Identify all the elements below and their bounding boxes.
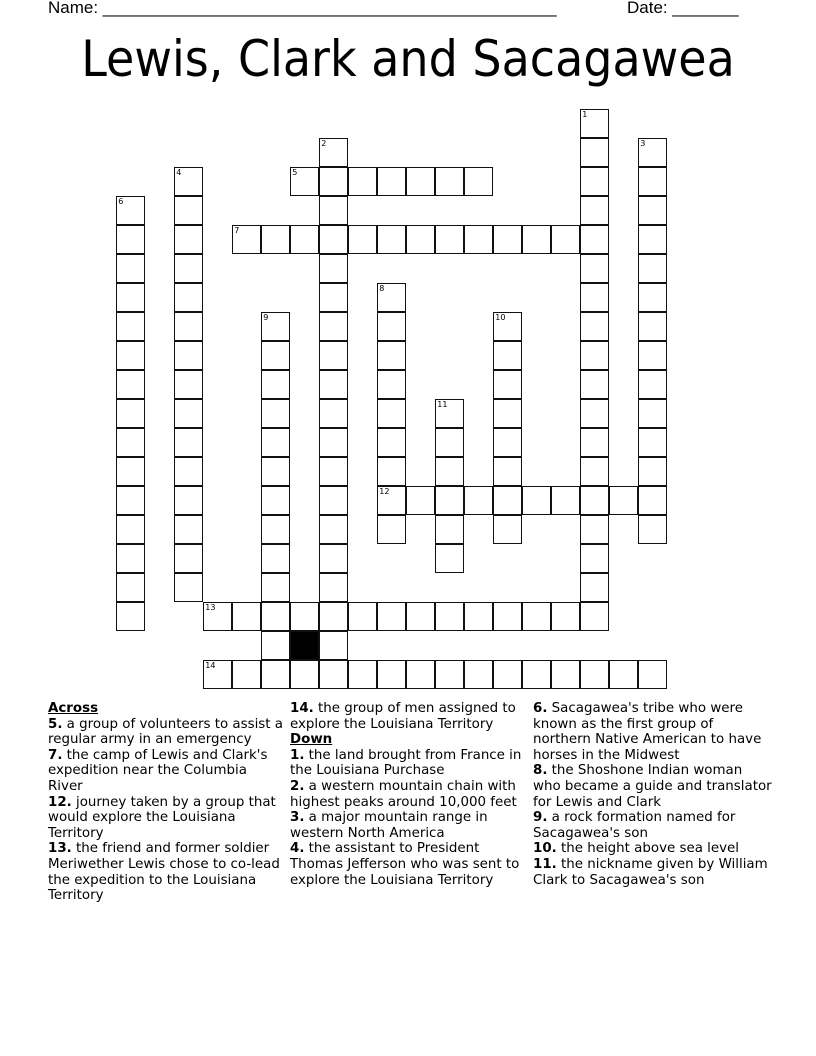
grid-cell[interactable] <box>638 312 667 341</box>
grid-cell[interactable] <box>377 283 406 312</box>
grid-cell[interactable] <box>319 312 348 341</box>
grid-cell[interactable] <box>261 457 290 486</box>
grid-cell[interactable] <box>377 457 406 486</box>
grid-cell[interactable] <box>580 602 609 631</box>
grid-cell[interactable] <box>377 660 406 689</box>
grid-cell[interactable] <box>348 225 377 254</box>
grid-cell[interactable] <box>551 660 580 689</box>
clue-down-9: 9. a rock formation named for Sacagawea's son <box>533 810 736 841</box>
grid-cell[interactable] <box>406 486 435 515</box>
grid-cell[interactable] <box>580 399 609 428</box>
clue-number: 13 <box>205 603 216 613</box>
grid-cell[interactable] <box>580 167 609 196</box>
grid-cell[interactable] <box>406 602 435 631</box>
grid-cell[interactable] <box>580 486 609 515</box>
grid-cell[interactable] <box>319 573 348 602</box>
grid-cell[interactable] <box>638 428 667 457</box>
clue-across-7: 7. the camp of Lewis and Clark's expedition near the Columbia River <box>48 747 268 794</box>
grid-cell[interactable] <box>116 428 145 457</box>
grid-cell[interactable] <box>348 602 377 631</box>
grid-cell[interactable] <box>174 225 203 254</box>
grid-cell[interactable] <box>377 225 406 254</box>
grid-cell[interactable] <box>261 312 290 341</box>
grid-cell[interactable] <box>174 544 203 573</box>
grid-cell[interactable] <box>435 486 464 515</box>
grid-cell[interactable] <box>319 341 348 370</box>
grid-cell[interactable] <box>116 515 145 544</box>
clue-number: 14 <box>205 661 216 671</box>
clues-column-1 <box>48 701 283 904</box>
grid-cell[interactable] <box>580 370 609 399</box>
clue-across-5: 5. a group of volunteers to assist a regular army in an emergency <box>48 716 283 748</box>
grid-cell[interactable] <box>319 457 348 486</box>
grid-cell[interactable] <box>435 225 464 254</box>
grid-cell[interactable] <box>290 225 319 254</box>
grid-cell[interactable] <box>493 312 522 341</box>
grid-cell[interactable] <box>348 167 377 196</box>
grid-cell[interactable] <box>493 486 522 515</box>
grid-cell[interactable] <box>580 138 609 167</box>
grid-cell[interactable] <box>522 486 551 515</box>
grid-cell[interactable] <box>261 602 290 631</box>
grid-cell[interactable] <box>319 254 348 283</box>
grid-cell[interactable] <box>580 457 609 486</box>
grid-cell[interactable] <box>174 283 203 312</box>
grid-cell[interactable] <box>261 399 290 428</box>
grid-cell[interactable] <box>174 312 203 341</box>
grid-cell[interactable] <box>580 515 609 544</box>
clue-across-13: 13. the friend and former soldier Meriwether Lewis chose to co-lead the expedition to the Louisiana Territory <box>48 841 280 904</box>
grid-cell[interactable] <box>174 196 203 225</box>
clue-down-3: 3. a major mountain range in western North America <box>290 810 488 841</box>
grid-cell[interactable] <box>116 544 145 573</box>
clue-down-4: 4. the assistant to President Thomas Jefferson who was sent to explore the Louisiana Territory <box>290 841 520 888</box>
grid-cell[interactable] <box>493 428 522 457</box>
grid-cell[interactable] <box>319 631 348 660</box>
grid-cell[interactable] <box>377 167 406 196</box>
grid-cell[interactable] <box>319 225 348 254</box>
grid-cell[interactable] <box>116 573 145 602</box>
clue-number: 10 <box>495 313 506 323</box>
grid-cell[interactable] <box>290 602 319 631</box>
clues-column-2 <box>290 701 530 888</box>
grid-cell[interactable] <box>609 486 638 515</box>
grid-cell[interactable] <box>261 370 290 399</box>
grid-cell[interactable] <box>232 660 261 689</box>
grid-cell[interactable] <box>638 196 667 225</box>
grid-cell[interactable] <box>580 341 609 370</box>
grid-cell[interactable] <box>638 399 667 428</box>
grid-cell[interactable] <box>174 515 203 544</box>
grid-cell[interactable] <box>464 167 493 196</box>
grid-cell[interactable] <box>580 109 609 138</box>
grid-cell[interactable] <box>493 660 522 689</box>
clue-number: 3 <box>640 139 646 149</box>
grid-cell[interactable] <box>116 457 145 486</box>
grid-cell[interactable] <box>551 602 580 631</box>
grid-cell[interactable] <box>580 225 609 254</box>
grid-cell[interactable] <box>522 660 551 689</box>
clue-number: 4 <box>176 168 182 178</box>
grid-cell[interactable] <box>174 457 203 486</box>
grid-cell[interactable] <box>551 225 580 254</box>
grid-cell[interactable] <box>261 631 290 660</box>
grid-cell[interactable] <box>435 602 464 631</box>
grid-cell[interactable] <box>116 225 145 254</box>
grid-cell[interactable] <box>232 602 261 631</box>
grid-cell[interactable] <box>551 486 580 515</box>
clue-down-11: 11. the nickname given by William Clark to Sacagawea's son <box>533 856 768 888</box>
grid-cell[interactable] <box>406 167 435 196</box>
clue-number: 1 <box>582 110 588 120</box>
grid-cell[interactable] <box>580 254 609 283</box>
grid-cell[interactable] <box>203 602 232 631</box>
clue-number: 7 <box>234 226 240 236</box>
grid-cell[interactable] <box>377 312 406 341</box>
grid-cell[interactable] <box>493 370 522 399</box>
grid-cell[interactable] <box>377 341 406 370</box>
grid-cell[interactable] <box>435 428 464 457</box>
grid-cell[interactable] <box>638 283 667 312</box>
grid-cell[interactable] <box>580 573 609 602</box>
grid-cell[interactable] <box>319 660 348 689</box>
clue-across-14: 14. the group of men assigned to explore the Louisiana Territory <box>290 701 516 732</box>
page-title: Lewis, Clark and Sacagawea <box>81 30 735 88</box>
grid-cell[interactable] <box>319 544 348 573</box>
down-heading: Down <box>290 732 333 748</box>
clue-number: 8 <box>379 284 385 294</box>
grid-cell[interactable] <box>493 515 522 544</box>
grid-cell[interactable] <box>580 283 609 312</box>
clue-number: 6 <box>118 197 124 207</box>
date-field-label[interactable]: Date: _______ <box>627 0 739 17</box>
grid-cell[interactable] <box>580 428 609 457</box>
grid-cell[interactable] <box>319 370 348 399</box>
grid-cell[interactable] <box>638 225 667 254</box>
grid-cell[interactable] <box>435 544 464 573</box>
grid-cell[interactable] <box>609 660 638 689</box>
grid-cell[interactable] <box>377 428 406 457</box>
grid-cell[interactable] <box>638 138 667 167</box>
grid-cell[interactable] <box>493 399 522 428</box>
clue-down-8: 8. the Shoshone Indian woman who became a guide and translator for Lewis and Clark <box>533 763 772 810</box>
grid-cell[interactable] <box>580 312 609 341</box>
clue-across-12: 12. journey taken by a group that would explore the Louisiana Territory <box>48 794 276 841</box>
grid-cell[interactable] <box>319 486 348 515</box>
clues-column-3 <box>533 701 773 888</box>
grid-cell[interactable] <box>638 486 667 515</box>
grid-cell[interactable] <box>638 254 667 283</box>
grid-cell[interactable] <box>464 225 493 254</box>
grid-cell[interactable] <box>116 602 145 631</box>
grid-cell[interactable] <box>435 399 464 428</box>
grid-cell[interactable] <box>232 225 261 254</box>
grid-cell[interactable] <box>464 602 493 631</box>
grid-cell[interactable] <box>638 515 667 544</box>
grid-cell[interactable] <box>580 660 609 689</box>
clue-down-10: 10. the height above sea level <box>533 841 740 857</box>
grid-cell[interactable] <box>290 660 319 689</box>
grid-cell[interactable] <box>174 428 203 457</box>
grid-cell[interactable] <box>493 457 522 486</box>
grid-cell[interactable] <box>377 399 406 428</box>
grid-cell[interactable] <box>580 196 609 225</box>
grid-cell[interactable] <box>319 138 348 167</box>
grid-cell[interactable] <box>435 515 464 544</box>
grid-cell[interactable] <box>319 399 348 428</box>
grid-cell[interactable] <box>174 167 203 196</box>
grid-cell[interactable] <box>290 167 319 196</box>
clue-down-1: 1. the land brought from France in the Louisiana Purchase <box>290 747 522 779</box>
grid-cell[interactable] <box>261 515 290 544</box>
grid-cell[interactable] <box>116 486 145 515</box>
grid-cell[interactable] <box>116 341 145 370</box>
clue-number: 2 <box>321 139 327 149</box>
grid-cell[interactable] <box>638 341 667 370</box>
grid-cell[interactable] <box>203 660 232 689</box>
grid-cell[interactable] <box>116 312 145 341</box>
grid-cell[interactable] <box>261 428 290 457</box>
grid-cell[interactable] <box>638 457 667 486</box>
grid-cell[interactable] <box>377 602 406 631</box>
clue-down-2: 2. a western mountain chain with highest peaks around 10,000 feet <box>290 778 517 810</box>
grid-cell[interactable] <box>261 660 290 689</box>
grid-cell[interactable] <box>638 167 667 196</box>
grid-cell[interactable] <box>319 196 348 225</box>
name-field-label[interactable]: Name: ________________________________________________ <box>48 0 557 17</box>
grid-cell[interactable] <box>174 341 203 370</box>
grid-cell[interactable] <box>377 515 406 544</box>
grid-cell[interactable] <box>116 370 145 399</box>
clue-down-6: 6. Sacagawea's tribe who were known as the first group of northern Native American to have horses in the Midwest <box>533 701 762 763</box>
grid-cell[interactable] <box>406 225 435 254</box>
grid-cell[interactable] <box>580 544 609 573</box>
clue-number: 5 <box>292 168 298 178</box>
grid-cell[interactable] <box>435 457 464 486</box>
grid-cell[interactable] <box>116 254 145 283</box>
grid-cell[interactable] <box>493 225 522 254</box>
grid-cell[interactable] <box>261 341 290 370</box>
grid-cell[interactable] <box>319 167 348 196</box>
grid-cell[interactable] <box>116 283 145 312</box>
grid-cell[interactable] <box>174 370 203 399</box>
clue-number: 11 <box>437 400 448 410</box>
grid-cell[interactable] <box>261 225 290 254</box>
grid-cell[interactable] <box>348 660 377 689</box>
grid-cell[interactable] <box>377 370 406 399</box>
grid-cell[interactable] <box>522 225 551 254</box>
grid-cell[interactable] <box>319 428 348 457</box>
grid-cell[interactable] <box>377 486 406 515</box>
grid-cell[interactable] <box>493 602 522 631</box>
grid-cell[interactable] <box>174 486 203 515</box>
grid-cell[interactable] <box>116 399 145 428</box>
grid-cell[interactable] <box>319 283 348 312</box>
grid-cell[interactable] <box>493 341 522 370</box>
grid-cell[interactable] <box>116 196 145 225</box>
grid-cell[interactable] <box>464 660 493 689</box>
grid-cell[interactable] <box>174 573 203 602</box>
black-cell <box>290 631 319 660</box>
grid-cell[interactable] <box>435 660 464 689</box>
grid-cell[interactable] <box>261 544 290 573</box>
grid-cell[interactable] <box>464 486 493 515</box>
grid-cell[interactable] <box>522 602 551 631</box>
grid-cell[interactable] <box>638 660 667 689</box>
across-heading: Across <box>48 701 99 716</box>
grid-cell[interactable] <box>319 515 348 544</box>
clue-number: 12 <box>379 487 390 497</box>
grid-cell[interactable] <box>638 370 667 399</box>
grid-cell[interactable] <box>319 602 348 631</box>
grid-cell[interactable] <box>174 399 203 428</box>
grid-cell[interactable] <box>435 167 464 196</box>
grid-cell[interactable] <box>406 660 435 689</box>
grid-cell[interactable] <box>174 254 203 283</box>
grid-cell[interactable] <box>261 573 290 602</box>
grid-cell[interactable] <box>261 486 290 515</box>
clue-number: 9 <box>263 313 269 323</box>
